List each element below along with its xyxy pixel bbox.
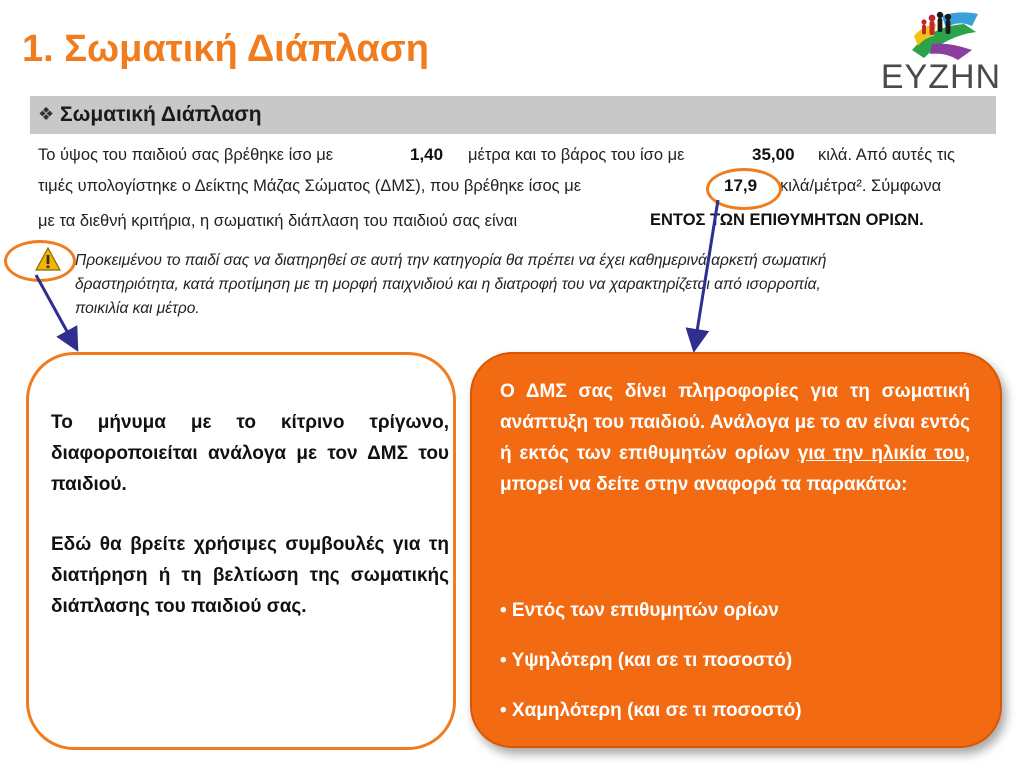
report-line-1b: μέτρα και το βάρος του ίσο με [468, 146, 685, 164]
advice-line-1: Προκειμένου το παιδί σας να διατηρηθεί σε αυτή την κατηγορία θα πρέπει να έχει καθημερινά αρκετή σωματική [75, 252, 827, 269]
height-value: 1,40 [410, 145, 444, 164]
bmi-explanation-text: Ο ΔΜΣ σας δίνει πληροφορίες για τη σωματική ανάπτυξη του παιδιού. Ανάλογα με το αν είναι εντός ή εκτός των επιθυμητών ορίων για την ηλικία του, μπορεί να δείτε στην αναφορά τα παρακάτω: [500, 381, 971, 495]
report-line-2b: κιλά/μέτρα². Σύμφωνα [780, 177, 942, 195]
bmi-result: ΕΝΤΟΣ ΤΩΝ ΕΠΙΘΥΜΗΤΩΝ ΟΡΙΩΝ. [650, 211, 924, 229]
advice-line-3: ποικιλία και μέτρο. [75, 300, 200, 317]
warning-explanation-p2: Εδώ θα βρείτε χρήσιμες συμβουλές για τη διατήρηση ή τη βελτίωση της σωματικής διάπλασης του παιδιού σας. [51, 534, 449, 617]
diamond-bullet-icon: ❖ [38, 104, 55, 124]
bullet-lower: • Χαμηλότερη (και σε τι ποσοστό) [500, 700, 802, 721]
bmi-explanation-box [470, 352, 1002, 748]
bullet-within: • Εντός των επιθυμητών ορίων [500, 600, 779, 621]
advice-line-2: δραστηριότητα, κατά προτίμηση με τη μορφή παιχνιδιού και η διατροφή του να χαρακτηρίζεται από ισορροπία, [75, 276, 821, 293]
arrow-to-left-box [36, 275, 74, 344]
report-line-1: Το ύψος του παιδιού σας βρέθηκε ίσο με [38, 146, 334, 164]
logo-text: ΕΥΖΗΝ [880, 58, 1002, 96]
warning-explanation-p1: Το μήνυμα με το κίτρινο τρίγωνο, διαφοροποιείται ανάλογα με τον ΔΜΣ του παιδιού. [51, 412, 449, 495]
section-header-label: Σωματική Διάπλαση [60, 103, 262, 126]
bullet-higher: • Υψηλότερη (και σε τι ποσοστό) [500, 650, 793, 671]
bmi-value: 17,9 [724, 176, 758, 195]
report-line-1c: κιλά. Από αυτές τις [818, 146, 955, 164]
page-title: 1. Σωματική Διάπλαση [22, 28, 429, 70]
arrow-to-right-box [695, 200, 718, 344]
report-line-2: τιμές υπολογίστηκε ο Δείκτης Μάζας Σώματος (ΔΜΣ), που βρέθηκε ίσος με [38, 177, 582, 195]
report-line-3: με τα διεθνή κριτήρια, η σωματική διάπλαση του παιδιού σας είναι [38, 212, 518, 230]
warning-explanation-box [26, 352, 456, 750]
weight-value: 35,00 [752, 145, 795, 164]
age-underline: για την ηλικία του [797, 443, 965, 464]
